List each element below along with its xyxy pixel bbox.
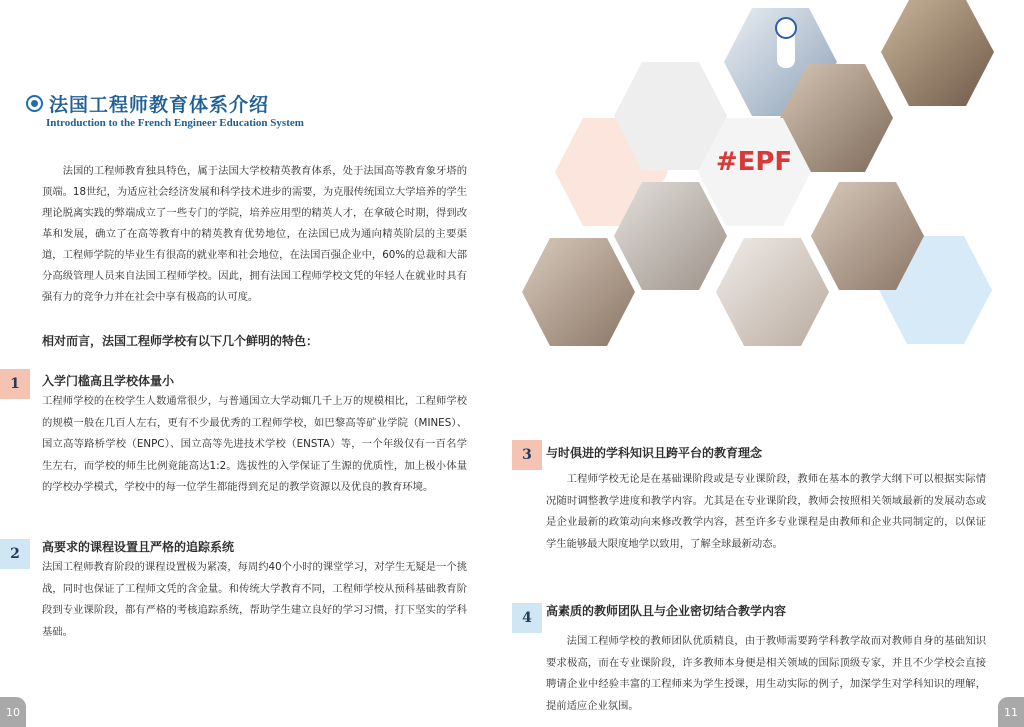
photo-hex-lecture-hall	[881, 0, 994, 106]
page-subtitle: Introduction to the French Engineer Education System	[46, 117, 304, 129]
section-2-body: 法国工程师教育阶段的课程设置极为紧凑，每周约40个小时的课堂学习，对学生无疑是一个挑战，同时也保证了工程师文凭的含金量。和传统大学教育不同，工程师学校从预科基础教育阶段到专业课阶段，都有严格的考核追踪系统，帮助学生建立良好的学习习惯，打下坚实的学科基础。	[42, 561, 467, 638]
right-page	[512, 0, 1024, 727]
section-3-body: 工程师学校无论是在基础课阶段或是专业课阶段，教师在基本的教学大纲下可以根据实际情况随时调整教学进度和教学内容。尤其是在专业课阶段，教师会按照相关领域最新的发展动态或是企业最新的政策动向来修改教学内容，甚至许多专业课程是由教师和企业共同制定的，以保证学生能够最大限度地学以致用，了解全球最新动态。	[546, 473, 986, 550]
title-row	[26, 90, 269, 117]
page-number-left: 10	[0, 697, 26, 727]
section-3-number-badge: 3	[512, 440, 542, 470]
features-lead: 相对而言，法国工程师学校有以下几个鲜明的特色：	[42, 334, 319, 348]
section-4-heading: 高素质的教师团队且与企业密切结合教学内容	[546, 604, 787, 618]
page-number-right: 11	[998, 697, 1024, 727]
section-1-heading: 入学门槛高且学校体量小	[42, 374, 175, 388]
section-2-number-badge: 2	[0, 539, 30, 569]
photo-hex-whiteboard	[716, 238, 829, 346]
section-1-body: 工程师学校的在校学生人数通常很少，与普通国立大学动辄几千上万的规模相比，工程师学校的规模一般在几百人左右，更有不少最优秀的工程师学校，如巴黎高等矿业学院（MINES）、国立高等路桥学校（ENPC）、国立高等先进技术学校（ENSTA）等，一个年级仅有一百名学生左右，而学校的师生比例竟能高达1:2。选拔性的入学保证了生源的优质性，加上极小体量的学校办学模式，学校中的每一位学生都能得到充足的教学资源以及优良的教育环境。	[42, 395, 467, 494]
intro-paragraph: 法国的工程师教育独具特色，属于法国大学校精英教育体系，处于法国高等教育象牙塔的顶端。18世纪，为适应社会经济发展和科学技术进步的需要，为克服传统国立大学培养的学生理论脱离实践的弊端成立了一些专门的学院，培养应用型的精英人才，在拿破仑时期，得到改革和发展，确立了在高等教育中的精英教育优势地位，在法国已成为通向精英阶层的主要渠道，工程师学院的毕业生有很高的就业率和社会地位，在法国百强企业中，60%的总裁和大部分高级管理人员来自法国工程师学校。因此，拥有法国工程师学校文凭的年轻人在就业时具有强有力的竞争力并在社会中享有极高的认可度。	[42, 165, 467, 303]
epf-logo-text: #EPF	[715, 147, 793, 177]
section-3-heading: 与时俱进的学科知识且跨平台的教育理念	[546, 446, 763, 460]
target-bullet-icon	[26, 95, 43, 112]
section-1-number-badge: 1	[0, 369, 30, 399]
page-title: 法国工程师教育体系介绍	[49, 94, 270, 116]
section-4-number-badge: 4	[512, 603, 542, 633]
photo-hexagon-collage	[512, 0, 1024, 360]
section-4-body: 法国工程师学校的教师团队优质精良，由于教师需要跨学科教学故而对教师自身的基础知识要求极高，而在专业课阶段，许多教师本身便是相关领域的国际顶级专家，并且不少学校会直接聘请企业中经验丰富的工程师来为学生授课，用生动实际的例子，加深学生对学科知识的理解，提前适应企业氛围。	[546, 635, 986, 712]
photo-hex-smiling-students	[522, 238, 635, 346]
section-2-heading: 高要求的课程设置且严格的追踪系统	[42, 540, 235, 554]
